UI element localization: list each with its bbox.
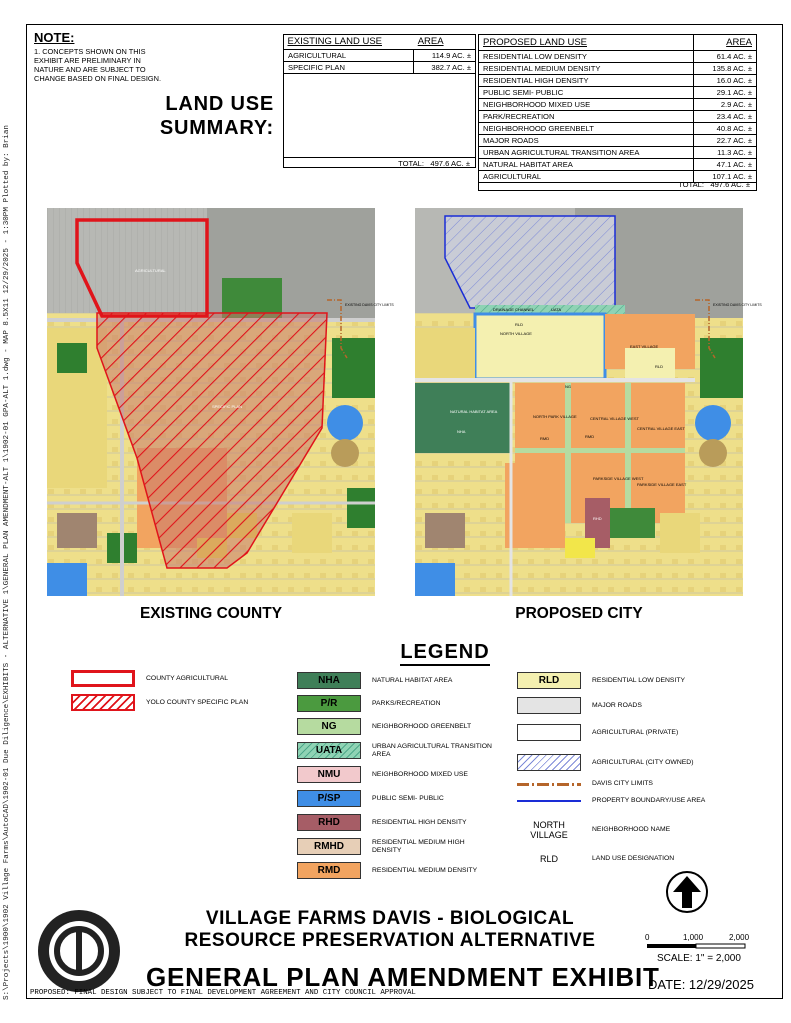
north-arrow-icon xyxy=(665,870,709,914)
legend-label: RESIDENTIAL LOW DENSITY xyxy=(592,676,686,684)
table-row xyxy=(479,63,757,75)
proposed-row-area: 40.8 AC. ± xyxy=(693,123,756,135)
map-label-natural-habitat: NATURAL HABITAT AREA xyxy=(450,409,498,414)
proposed-row-name: URBAN AGRICULTURAL TRANSITION AREA xyxy=(479,147,694,159)
proposed-row-area: 29.1 AC. ± xyxy=(693,87,756,99)
table-row xyxy=(479,159,757,171)
legend-label: PROPERTY BOUNDARY/USE AREA xyxy=(592,797,706,804)
proposed-row-name: PARK/RECREATION xyxy=(479,111,694,123)
legend-item-property-boundary xyxy=(517,797,712,805)
existing-row-name: AGRICULTURAL xyxy=(284,50,414,62)
legend-item-uata xyxy=(297,742,492,759)
legend-swatch: RHD xyxy=(297,814,361,831)
legend-item-ng xyxy=(297,718,492,735)
note-text: 1. CONCEPTS SHOWN ON THIS EXHIBIT ARE PRELIMINARY IN NATURE AND ARE SUBJECT TO CHANGE BASED ON FINAL DESIGN. xyxy=(34,47,162,83)
legend-item-pr xyxy=(297,695,492,712)
summary-title-line1: LAND USE xyxy=(165,93,274,115)
legend-label: YOLO COUNTY SPECIFIC PLAN xyxy=(146,698,249,706)
exhibit-date: DATE: 12/29/2025 xyxy=(648,977,754,992)
legend-label: MAJOR ROADS xyxy=(592,701,642,709)
table-row xyxy=(479,111,757,123)
map-label-specific-plan: SPECIFIC PLAN xyxy=(212,404,243,409)
existing-row-area: 382.7 AC. ± xyxy=(414,62,476,74)
legend-swatch xyxy=(517,800,581,802)
legend-item-county-agricultural xyxy=(71,670,266,687)
legend-label: URBAN AGRICULTURAL TRANSITION AREA xyxy=(372,742,492,758)
proposed-row-area: 135.8 AC. ± xyxy=(693,63,756,75)
map-label-east-village: EAST VILLAGE xyxy=(630,344,659,349)
legend-item-rld xyxy=(517,672,712,689)
existing-total-value: 497.6 AC. ± xyxy=(430,159,470,168)
table-row xyxy=(479,147,757,159)
legend-swatch-text: RLD xyxy=(539,854,558,864)
legend-item-davis-city-limits xyxy=(517,780,712,788)
existing-county-map xyxy=(47,208,394,596)
legend-item-land-use-designation xyxy=(517,854,712,864)
proposed-land-use-table xyxy=(478,34,757,183)
map-label-rhd: RHD xyxy=(593,516,602,521)
existing-total xyxy=(283,157,476,169)
legend-item-specific-plan xyxy=(71,694,266,711)
legend-swatch: RMHD xyxy=(297,838,361,855)
map-label-rld: RLD xyxy=(515,322,524,327)
map-label-parkside-east: PARKSIDE VILLAGE EAST xyxy=(637,482,687,487)
legend-label: NEIGHBORHOOD MIXED USE xyxy=(372,770,468,778)
land-use-summary-title xyxy=(150,92,274,140)
map-label-parkside-west: PARKSIDE VILLAGE WEST xyxy=(593,476,644,481)
map-label-ng: NG xyxy=(565,384,571,389)
proposed-row-name: MAJOR ROADS xyxy=(479,135,694,147)
scale-tick-1000: 1,000 xyxy=(683,933,704,942)
map-label-rld: RLD xyxy=(655,364,664,369)
legend-swatch: P/R xyxy=(297,695,361,712)
legend-swatch: NMU xyxy=(297,766,361,783)
proposed-row-area: 107.1 AC. ± xyxy=(693,171,756,183)
project-title-line1: VILLAGE FARMS DAVIS - BIOLOGICAL xyxy=(205,908,575,929)
proposed-row-area: 22.7 AC. ± xyxy=(693,135,756,147)
proposed-city-map xyxy=(415,208,762,596)
proposed-total-label: TOTAL: xyxy=(678,180,705,189)
legend-swatch xyxy=(517,697,581,714)
proposed-row-area: 16.0 AC. ± xyxy=(693,75,756,87)
proposed-row-name: NEIGHBORHOOD MIXED USE xyxy=(479,99,694,111)
table-row xyxy=(479,123,757,135)
agricultural-city-owned-area xyxy=(445,216,615,308)
existing-col-header: EXISTING LAND USE xyxy=(284,34,414,50)
table-row xyxy=(479,51,757,63)
map-label-nha: NHA xyxy=(457,429,466,434)
proposed-map-caption: PROPOSED CITY xyxy=(515,605,643,622)
exhibit-title: GENERAL PLAN AMENDMENT EXHIBIT xyxy=(146,962,660,992)
map-label-uata: UATA xyxy=(551,307,562,312)
legend-label: AGRICULTURAL (CITY OWNED) xyxy=(592,758,694,766)
park-block xyxy=(222,278,282,318)
table-row xyxy=(479,135,757,147)
proposed-map-svg xyxy=(415,208,762,596)
legend-label: NATURAL HABITAT AREA xyxy=(372,676,453,684)
legend-item-ag-city-owned xyxy=(517,754,712,771)
scale-tick-0: 0 xyxy=(645,933,650,942)
legend-swatch: UATA xyxy=(297,742,361,759)
proposed-total xyxy=(478,179,757,191)
legend-item-psp xyxy=(297,790,492,807)
legend-title: LEGEND xyxy=(330,641,560,664)
table-row xyxy=(479,87,757,99)
project-title-line2: RESOURCE PRESERVATION ALTERNATIVE xyxy=(184,930,596,951)
map-label-rmd: RMD xyxy=(540,436,550,441)
proposed-col-header: PROPOSED LAND USE xyxy=(479,35,694,51)
existing-area-header: AREA xyxy=(414,34,476,50)
legend-label: PARKS/RECREATION xyxy=(372,699,441,707)
legend-item-rmd xyxy=(297,862,492,879)
cunningham-engineering-logo xyxy=(36,908,122,994)
legend-label: COUNTY AGRICULTURAL xyxy=(146,674,229,682)
legend-swatch: RLD xyxy=(517,672,581,689)
existing-total-label: TOTAL: xyxy=(398,159,425,168)
north-village-rld xyxy=(475,314,605,379)
natural-habitat-area xyxy=(415,383,510,453)
legend-label: RESIDENTIAL MEDIUM DENSITY xyxy=(372,866,478,874)
proposed-row-name: RESIDENTIAL MEDIUM DENSITY xyxy=(479,63,694,75)
existing-map-caption: EXISTING COUNTY xyxy=(139,605,283,622)
legend-item-nmu xyxy=(297,766,492,783)
map-label-north-village: NORTH VILLAGE xyxy=(500,331,532,336)
existing-land-use-table xyxy=(283,34,476,74)
proposed-row-name: NATURAL HABITAT AREA xyxy=(479,159,694,171)
proposed-row-area: 61.4 AC. ± xyxy=(693,51,756,63)
proposed-row-name: PUBLIC SEMI- PUBLIC xyxy=(479,87,694,99)
proposed-row-name: RESIDENTIAL HIGH DENSITY xyxy=(479,75,694,87)
legend-item-rmhd xyxy=(297,838,492,855)
table-row xyxy=(284,50,476,62)
existing-row-area: 114.9 AC. ± xyxy=(414,50,476,62)
legend-label: PUBLIC SEMI- PUBLIC xyxy=(372,794,444,802)
table-row xyxy=(284,62,476,74)
proposed-row-name: NEIGHBORHOOD GREENBELT xyxy=(479,123,694,135)
scale-text: SCALE: 1" = 2,000 xyxy=(657,953,741,964)
map-label-rmd: RMD xyxy=(585,434,595,439)
legend-item-ag-private xyxy=(517,724,712,741)
legend-item-neighborhood-name xyxy=(517,820,712,840)
legend-item-major-roads xyxy=(517,697,712,714)
legend-label: LAND USE DESIGNATION xyxy=(592,855,675,862)
legend-label: RESIDENTIAL HIGH DENSITY xyxy=(372,818,467,826)
proposed-row-name: AGRICULTURAL xyxy=(479,171,694,183)
map-label-drainage-channel: DRAINAGE CHANNEL xyxy=(493,307,535,312)
file-path-stamp: S:\Projects\1900\1902 Village Farms\AutoCAD\1902-01 Due Diligence\EXHIBITS - ALTERNATIVE 1\GENERAL PLAN AMENDMENT-ALT 1\1902-01 GPA-ALT 1.dwg - MAP 8.5X11 12/29/2025 - 1:30PM Plotted by: Brian xyxy=(3,125,11,1000)
legend-item-nha xyxy=(297,672,492,689)
legend-label: NEIGHBORHOOD GREENBELT xyxy=(372,722,472,730)
note-title: NOTE: xyxy=(34,30,75,45)
map-label-agricultural: AGRICULTURAL xyxy=(135,268,166,273)
map-label-city-limits: EXISTING DAVIS CITY LIMITS xyxy=(345,303,394,307)
legend-label: RESIDENTIAL MEDIUM HIGH DENSITY xyxy=(372,838,465,854)
legend-swatch xyxy=(71,670,135,687)
legend-swatch: P/SP xyxy=(297,790,361,807)
table-row xyxy=(479,75,757,87)
proposed-row-name: RESIDENTIAL LOW DENSITY xyxy=(479,51,694,63)
summary-title-line2: SUMMARY: xyxy=(159,117,274,139)
legend-label: NEIGHBORHOOD NAME xyxy=(592,826,671,833)
legend-item-rhd xyxy=(297,814,492,831)
project-title xyxy=(160,908,620,952)
legend-swatch: NHA xyxy=(297,672,361,689)
map-label-central-village-east: CENTRAL VILLAGE EAST xyxy=(637,426,685,431)
table-row xyxy=(479,99,757,111)
proposed-row-area: 23.4 AC. ± xyxy=(693,111,756,123)
proposed-row-area: 2.9 AC. ± xyxy=(693,99,756,111)
footer-note: PROPOSED: FINAL DESIGN SUBJECT TO FINAL DEVELOPMENT AGREEMENT AND CITY COUNCIL APPROVAL xyxy=(30,989,416,997)
proposed-row-area: 47.1 AC. ± xyxy=(693,159,756,171)
legend-swatch: NG xyxy=(297,718,361,735)
legend-swatch xyxy=(517,783,581,786)
scale-tick-2000: 2,000 xyxy=(729,933,750,942)
map-label-north-park-village: NORTH PARK VILLAGE xyxy=(533,414,577,419)
legend-swatch xyxy=(517,724,581,741)
proposed-row-area: 11.3 AC. ± xyxy=(693,147,756,159)
legend-swatch: RMD xyxy=(297,862,361,879)
existing-row-name: SPECIFIC PLAN xyxy=(284,62,414,74)
existing-map-svg xyxy=(47,208,394,596)
proposed-area-header: AREA xyxy=(693,35,756,51)
proposed-total-value: 497.6 AC. ± xyxy=(710,180,750,189)
legend-swatch xyxy=(517,754,581,771)
legend-label: DAVIS CITY LIMITS xyxy=(592,780,653,787)
map-label-city-limits: EXISTING DAVIS CITY LIMITS xyxy=(713,303,762,307)
legend-label: AGRICULTURAL (PRIVATE) xyxy=(592,728,679,736)
legend-swatch-text: NORTH VILLAGE xyxy=(530,820,568,840)
legend-swatch xyxy=(71,694,135,711)
map-label-central-village-west: CENTRAL VILLAGE WEST xyxy=(590,416,639,421)
